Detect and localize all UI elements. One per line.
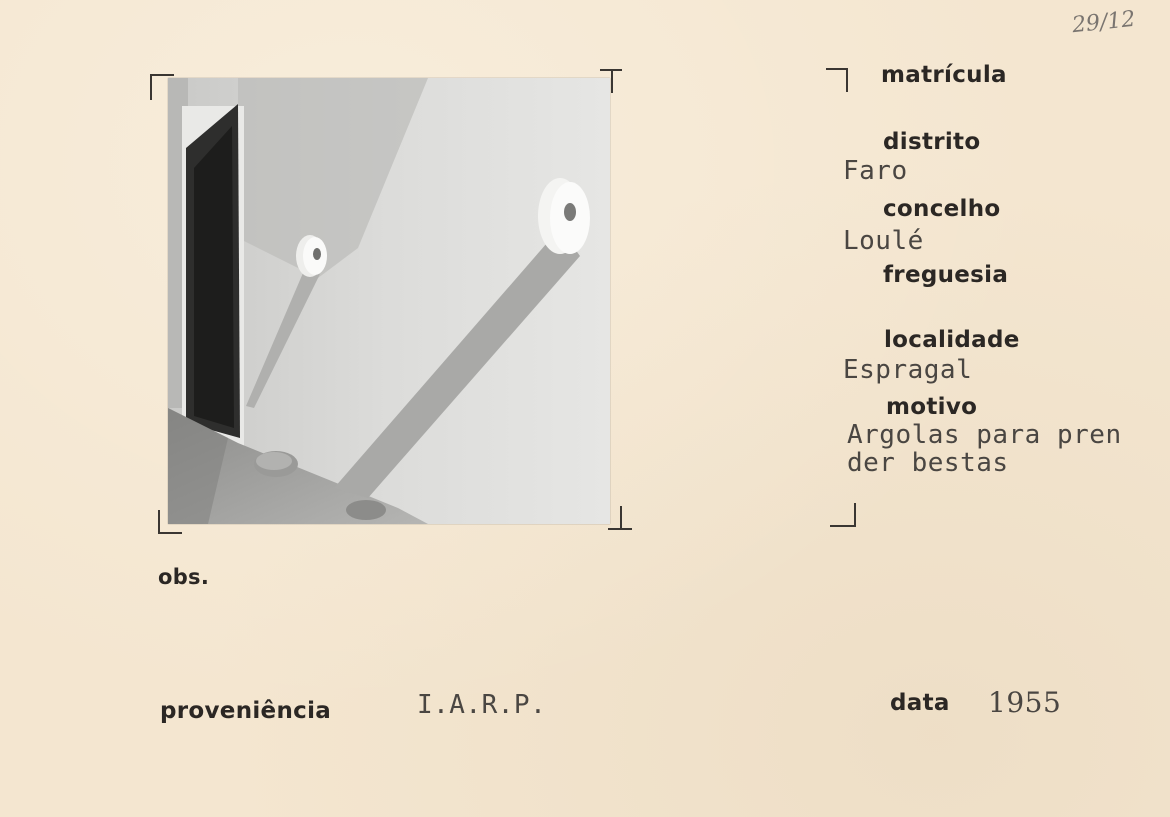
value-motivo-line2: der bestas (847, 448, 1009, 478)
photograph-image (168, 78, 610, 524)
label-obs: obs. (158, 565, 210, 589)
field-corner-bottom (830, 503, 856, 527)
label-proveniencia: proveniência (160, 698, 332, 724)
photo-corner-top-right-stem (611, 69, 613, 93)
value-concelho: Loulé (843, 226, 924, 256)
label-data: data (890, 690, 950, 716)
label-distrito: distrito (883, 129, 981, 155)
value-proveniencia: I.A.R.P. (417, 690, 547, 720)
photo-corner-bottom-right-stem (620, 506, 622, 528)
label-localidade: localidade (884, 327, 1020, 353)
photo-corner-bottom-right (608, 528, 632, 530)
label-matricula: matrícula (881, 62, 1007, 88)
value-data: 1955 (988, 686, 1062, 719)
value-motivo-line1: Argolas para pren (847, 420, 1122, 450)
value-localidade: Espragal (843, 355, 973, 385)
label-freguesia: freguesia (883, 262, 1009, 288)
field-corner-top (826, 68, 848, 92)
label-concelho: concelho (883, 196, 1001, 222)
photograph (168, 78, 610, 524)
value-distrito: Faro (843, 156, 908, 186)
handwritten-reference: 29/12 (1070, 6, 1137, 39)
label-motivo: motivo (886, 394, 978, 420)
